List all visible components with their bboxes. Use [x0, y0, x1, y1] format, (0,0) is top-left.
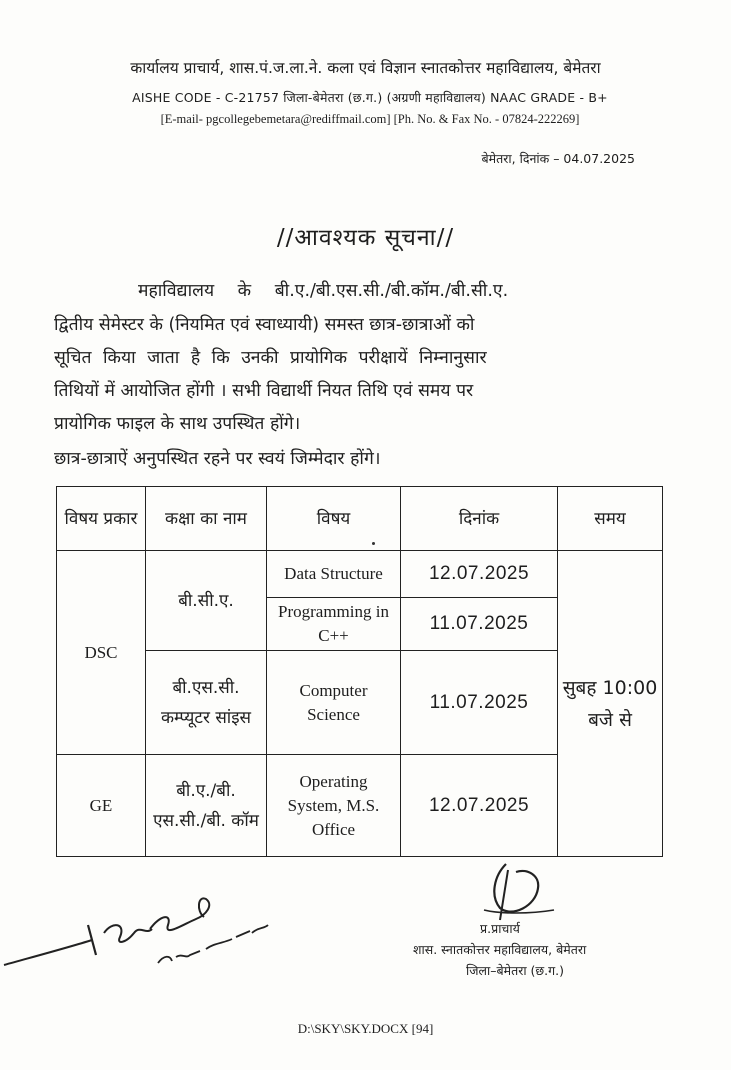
notice-paragraph-line: सूचित किया जाता है कि उनकी प्रायोगिक परीक्षायें निम्नानुसार [54, 348, 487, 368]
cell-date: 12.07.2025 [401, 551, 558, 598]
signatory-title: प्र.प्राचार्य [480, 921, 520, 936]
notice-paragraph-line: छात्र-छात्राऐं अनुपस्थित रहने पर स्वयं जिम्मेदार होंगे। [54, 449, 381, 469]
notice-paragraph-line: द्वितीय सेमेस्टर के (नियमित एवं स्वाध्यायी) समस्त छात्र-छात्राओं को [54, 315, 475, 335]
cell-date: 12.07.2025 [401, 755, 558, 857]
left-signature-image [0, 885, 290, 975]
cell-subject-type: DSC [57, 551, 146, 755]
cell-time: सुबह 10:00 बजे से [558, 551, 663, 857]
cell-class-name: बी.एस.सी. कम्प्यूटर सांइस [146, 651, 267, 755]
aishe-code-line: AISHE CODE - C-21757 जिला-बेमेतरा (छ.ग.) (अग्रणी महाविद्यालय) NAAC GRADE - B+ [132, 90, 608, 105]
table-row [57, 551, 663, 598]
cell-class-name: बी.ए./बी. एस.सी./बी. कॉम [146, 755, 267, 857]
cell-subject-type: GE [57, 755, 146, 857]
cell-class-name: बी.सी.ए. [146, 551, 267, 651]
notice-paragraph-line: महाविद्यालय के बी.ए./बी.एस.सी./बी.कॉम./बी.सी.ए. [138, 281, 509, 301]
header-time: समय [558, 487, 663, 551]
header-date: दिनांक [401, 487, 558, 551]
cell-subject: Operating System, M.S. Office [267, 755, 401, 857]
cell-subject: Programming in C++ [267, 598, 401, 651]
notice-date: बेमेतरा, दिनांक – 04.07.2025 [481, 151, 635, 166]
header-class-name: कक्षा का नाम [146, 487, 267, 551]
cell-date: 11.07.2025 [401, 651, 558, 755]
ink-dot [372, 542, 375, 545]
contact-line: [E-mail- pgcollegebemetara@rediffmail.com] [Ph. No. & Fax No. - 07824-222269] [160, 112, 580, 126]
notice-title: //आवश्यक सूचना// [276, 225, 455, 251]
header-subject: विषय [267, 487, 401, 551]
header-subject-type: विषय प्रकार [57, 487, 146, 551]
college-office-header: कार्यालय प्राचार्य, शास.पं.ज.ला.ने. कला एवं विज्ञान स्नातकोत्तर महाविद्यालय, बेमेतरा [130, 59, 601, 77]
document-footer-path: D:\SKY\SKY.DOCX [94] [297, 1021, 434, 1036]
signatory-institution: शास. स्नातकोत्तर महाविद्यालय, बेमेतरा [413, 942, 587, 957]
signatory-district: जिला–बेमेतरा (छ.ग.) [466, 963, 565, 978]
practical-exam-schedule-table [56, 486, 663, 857]
notice-paragraph-line: प्रायोगिक फाइल के साथ उपस्थित होंगे। [54, 414, 301, 434]
cell-subject: Data Structure [267, 551, 401, 598]
notice-paragraph-line: तिथियों में आयोजित होंगी । सभी विद्यार्थी नियत तिथि एवं समय पर [54, 381, 474, 401]
cell-date: 11.07.2025 [401, 598, 558, 651]
cell-subject: Computer Science [267, 651, 401, 755]
table-header-row [57, 487, 663, 551]
